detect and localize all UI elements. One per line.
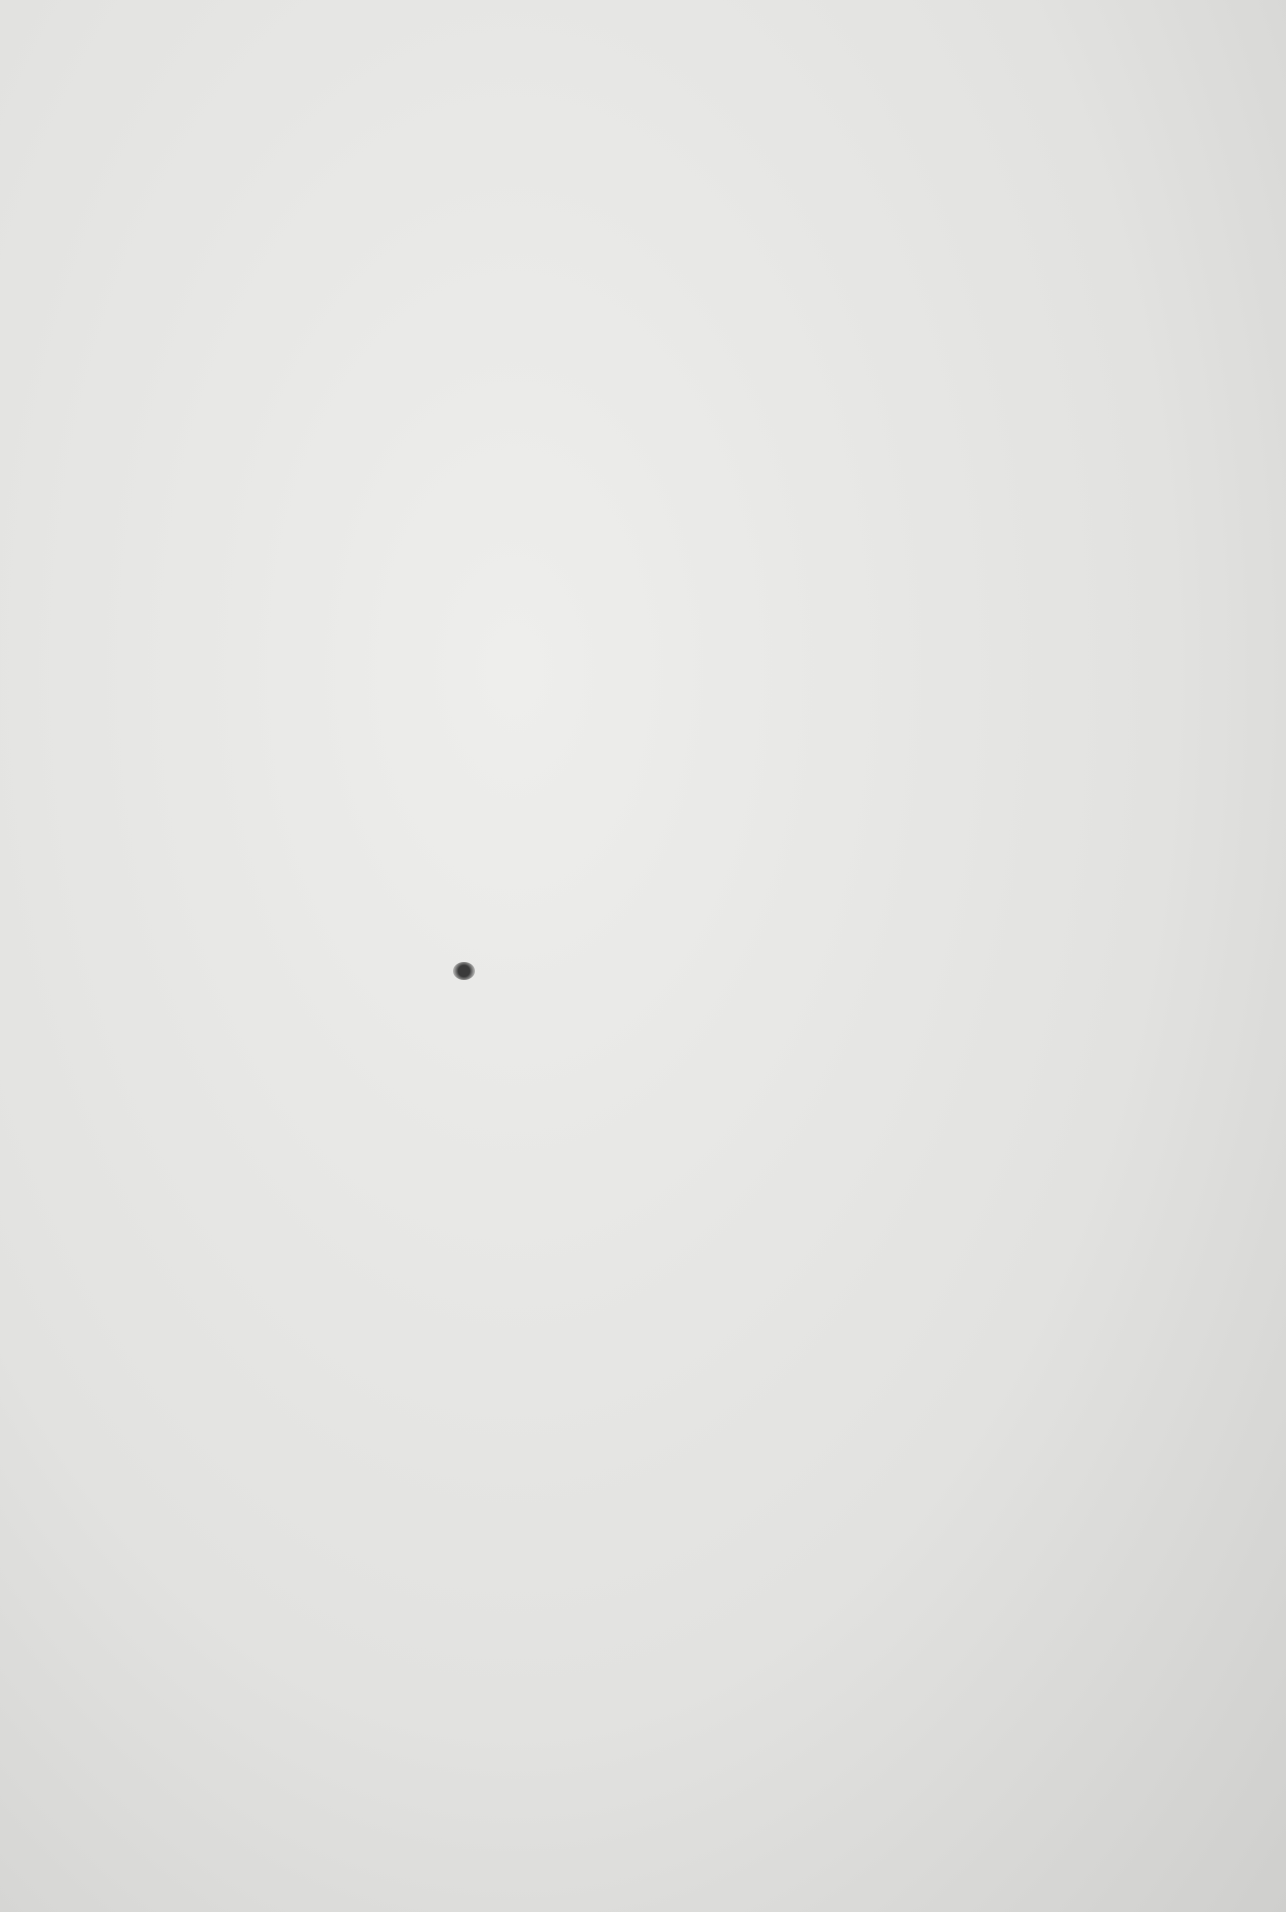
sections — [88, 187, 1088, 203]
ink-blot — [453, 962, 475, 980]
appropriation-list — [88, 187, 1088, 203]
top-rows — [88, 187, 1088, 203]
